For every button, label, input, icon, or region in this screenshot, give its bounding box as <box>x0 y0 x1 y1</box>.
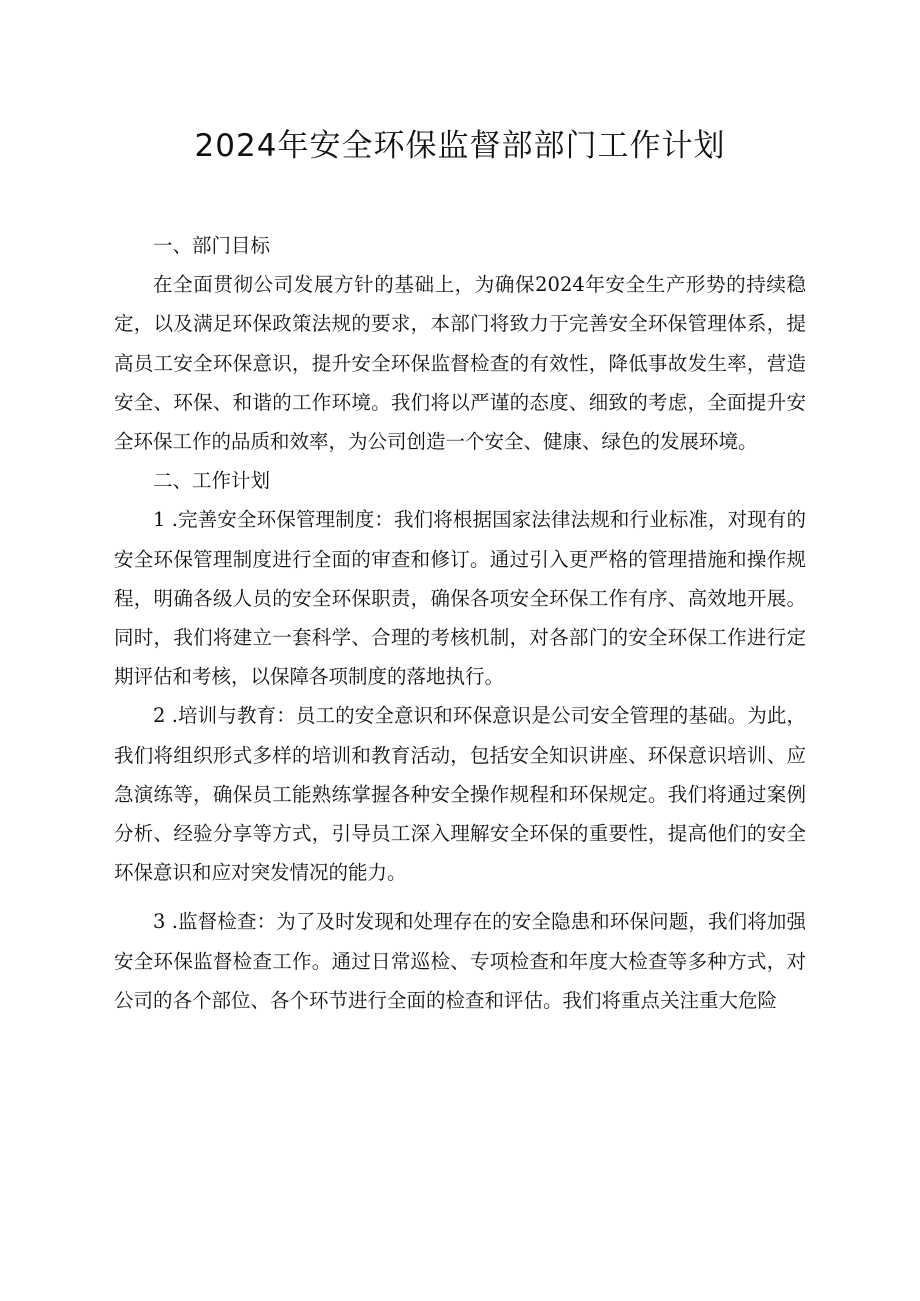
plan-item-2: 2 .培训与教育：员工的安全意识和环保意识是公司安全管理的基础。为此，我们将组织形式多样的培训和教育活动，包括安全知识讲座、环保意识培训、应急演练等，确保员工能熟练掌握各种安全操作规程和环保规定。我们将通过案例分析、经验分享等方式，引导员工深入理解安全环保的重要性，提高他们的安全环保意识和应对突发情况的能力。 <box>114 704 806 885</box>
section-heading-goals: 一、部门目标 <box>153 234 271 257</box>
plan-item-1: 1 .完善安全环保管理制度：我们将根据国家法律法规和行业标准，对现有的安全环保管理制度进行全面的审查和修订。通过引入更严格的管理措施和操作规程，明确各级人员的安全环保职责，确保各项安全环保工作有序、高效地开展。同时，我们将建立一套科学、合理的考核机制，对各部门的安全环保工作进行定期评估和考核，以保障各项制度的落地执行。 <box>114 508 806 689</box>
document-body <box>114 226 806 1020</box>
paragraph-goals: 在全面贯彻公司发展方针的基础上，为确保2024年安全生产形势的持续稳定，以及满足环保政策法规的要求，本部门将致力于完善安全环保管理体系，提高员工安全环保意识，提升安全环保监督检查的有效性，降低事故发生率，营造安全、环保、和谐的工作环境。我们将以严谨的态度、细致的考虑，全面提升安全环保工作的品质和效率，为公司创造一个安全、健康、绿色的发展环境。 <box>114 273 806 454</box>
plan-item-3: 3 .监督检查：为了及时发现和处理存在的安全隐患和环保问题，我们将加强安全环保监督检查工作。通过日常巡检、专项检查和年度大检查等多种方式，对公司的各个部位、各个环节进行全面的检查和评估。我们将重点关注重大危险 <box>114 910 806 1012</box>
section-heading-plan: 二、工作计划 <box>153 469 271 493</box>
document-title: 2024年安全环保监督部部门工作计划 <box>194 128 726 164</box>
